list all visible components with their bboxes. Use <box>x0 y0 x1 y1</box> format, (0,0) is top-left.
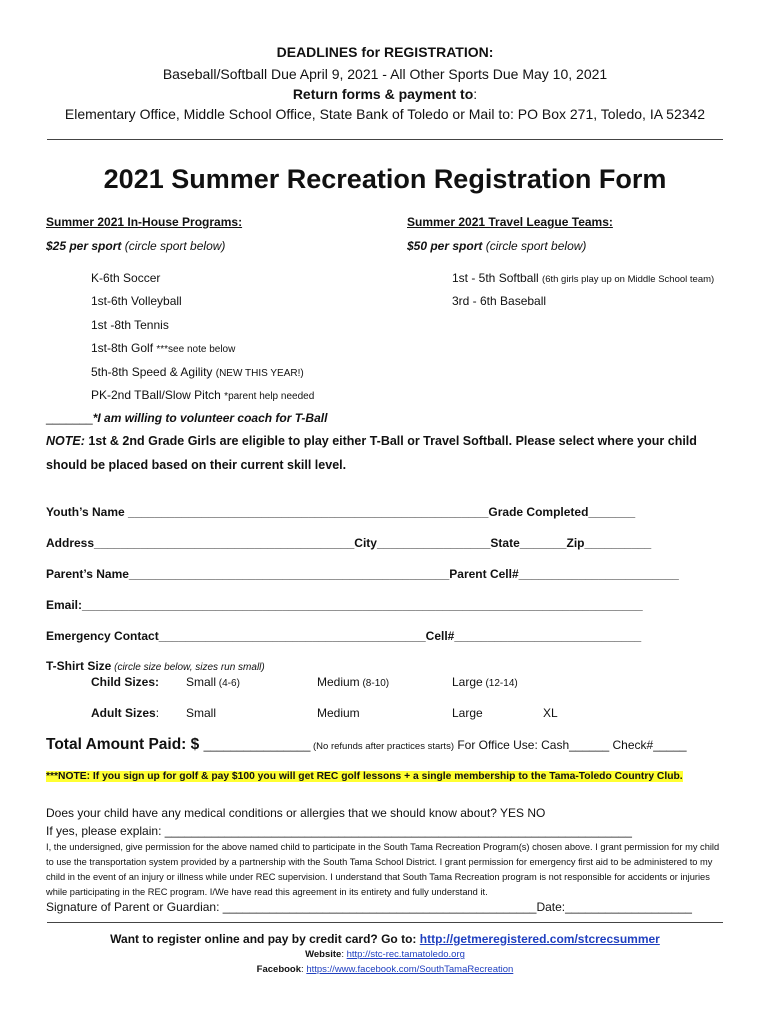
sport-name: 5th-8th Speed & Agility <box>91 365 216 379</box>
signature-field[interactable]: Signature of Parent or Guardian: _______________________________________________Date:___________________ <box>46 900 692 914</box>
return-locations: Elementary Office, Middle School Office, State Bank of Toledo or Mail to: PO Box 271, Toledo, IA 52342 <box>64 106 706 122</box>
golf-note-text: ***NOTE: If you sign up for golf & pay $100 you will get REC golf lessons + a single membership to the Tama-Toledo Country Club. <box>46 771 683 782</box>
size-range: (8-10) <box>359 678 390 689</box>
facebook-label: Facebook <box>256 964 302 975</box>
child-sizes-label: Child Sizes: <box>91 675 160 689</box>
volunteer-blank: _______ <box>46 411 93 425</box>
header-divider <box>47 139 723 140</box>
inhouse-sport[interactable] <box>91 294 182 308</box>
note-label: NOTE: <box>46 434 85 448</box>
size-name: Medium <box>317 675 360 689</box>
return-colon: : <box>473 86 478 102</box>
total-paid-blank[interactable]: ________________ <box>203 738 311 752</box>
footer-divider <box>47 922 723 923</box>
child-size-option[interactable] <box>317 675 389 689</box>
inhouse-sport[interactable] <box>91 388 314 402</box>
sport-name: 1st-8th Golf <box>91 341 157 355</box>
inhouse-price-bold: $25 per sport <box>46 239 122 253</box>
sport-name: 3rd - 6th Baseball <box>452 294 547 308</box>
grade-note <box>46 429 726 477</box>
facebook-line <box>0 964 770 975</box>
return-label: Return forms & payment to <box>292 86 474 102</box>
address-field[interactable]: Address_______________________________________City_________________State_______Zip__________ <box>46 536 652 550</box>
inhouse-sport[interactable] <box>91 271 160 285</box>
sport-name: 1st -8th Tennis <box>91 318 169 332</box>
inhouse-price-note: (circle sport below) <box>121 239 226 253</box>
due-dates: Baseball/Softball Due April 9, 2021 - All Other Sports Due May 10, 2021 <box>162 66 608 82</box>
volunteer-text: *I am willing to volunteer coach for T-Ball <box>92 411 328 425</box>
inhouse-heading: Summer 2021 In-House Programs: <box>46 215 243 229</box>
website-line <box>0 949 770 960</box>
sport-note: (NEW THIS YEAR!) <box>215 368 304 379</box>
child-size-option[interactable] <box>452 675 518 689</box>
medical-explain-field[interactable]: If yes, please explain: ______________________________________________________________________ <box>46 824 632 838</box>
sport-name: PK-2nd TBall/Slow Pitch <box>91 388 225 402</box>
travel-heading: Summer 2021 Travel League Teams: <box>407 215 613 229</box>
sport-name: K-6th Soccer <box>91 271 161 285</box>
inhouse-price <box>46 239 225 253</box>
travel-price <box>407 239 586 253</box>
facebook-colon: : <box>301 964 307 975</box>
sport-note: *parent help needed <box>224 391 315 402</box>
adult-size-option[interactable]: XL <box>543 706 558 720</box>
sport-name: 1st - 5th Softball <box>452 271 543 285</box>
sport-note: (6th girls play up on Middle School team) <box>542 274 715 285</box>
total-paid-label: Total Amount Paid: $ <box>46 736 204 753</box>
facebook-link[interactable]: https://www.facebook.com/SouthTamaRecreation <box>306 964 514 975</box>
sport-name: 1st-6th Volleyball <box>91 294 182 308</box>
emergency-contact-field[interactable]: Emergency Contact________________________________________Cell#____________________________ <box>46 629 642 643</box>
sport-note: ***see note below <box>156 344 236 355</box>
inhouse-sport[interactable] <box>91 365 304 379</box>
volunteer-line[interactable] <box>46 411 327 425</box>
email-field[interactable]: Email:____________________________________________________________________________________ <box>46 598 643 612</box>
deadlines-title: DEADLINES for REGISTRATION: <box>276 44 494 60</box>
travel-price-note: (circle sport below) <box>482 239 587 253</box>
size-name: Small <box>186 675 217 689</box>
adult-sizes-label: Adult Sizes <box>91 706 156 720</box>
adult-sizes-colon: : <box>155 706 160 720</box>
travel-sport[interactable] <box>452 294 546 308</box>
return-line <box>0 86 770 102</box>
tshirt-label: T-Shirt Size <box>46 659 112 673</box>
register-online <box>0 932 770 946</box>
website-colon: : <box>341 949 347 960</box>
adult-sizes-label-line <box>91 706 159 720</box>
inhouse-sport[interactable] <box>91 341 235 355</box>
refund-note: (No refunds after practices starts) <box>310 741 454 752</box>
youth-name-field[interactable]: Youth’s Name ______________________________________________________Grade Completed_______ <box>46 505 636 519</box>
medical-question: Does your child have any medical conditions or allergies that we should know about? YES NO <box>46 806 546 820</box>
size-range: (12-14) <box>482 678 518 689</box>
tshirt-size <box>46 659 265 673</box>
register-text: Want to register online and pay by credit card? Go to: <box>110 932 420 946</box>
form-title: 2021 Summer Recreation Registration Form <box>103 164 667 194</box>
size-range: (4-6) <box>216 678 240 689</box>
size-name: Large <box>452 675 483 689</box>
child-size-option[interactable] <box>186 675 240 689</box>
office-use: For Office Use: Cash______ Check#_____ <box>453 738 687 752</box>
register-link[interactable]: http://getmeregistered.com/stcrecsummer <box>419 932 660 946</box>
adult-size-option[interactable]: Medium <box>317 706 360 720</box>
waiver-paragraph: I, the undersigned, give permission for the above named child to participate in the South Tama Recreation Program(s) chosen above. I grant permission for my child to use the transportation system provided by a partnership with the South Tama School District. I grant permission for emergency first aid to be administered to my child in the event of an injury or illness while under REC supervision. I understand that South Tama Recreation program is not responsible for accidents or injuries while participating in the REC program. I/We have read this agreement in its entirety and fully understand it. <box>46 842 720 897</box>
adult-size-option[interactable]: Large <box>452 706 483 720</box>
website-label: Website <box>305 949 342 960</box>
website-link[interactable]: http://stc-rec.tamatoledo.org <box>346 949 465 960</box>
golf-note <box>46 771 683 782</box>
travel-price-bold: $50 per sport <box>407 239 483 253</box>
adult-size-option[interactable]: Small <box>186 706 217 720</box>
parent-name-field[interactable]: Parent’s Name________________________________________________Parent Cell#________________________ <box>46 567 679 581</box>
tshirt-note: (circle size below, sizes run small) <box>111 662 265 673</box>
note-text: 1st & 2nd Grade Girls are eligible to play either T-Ball or Travel Softball. Please select where your child should be placed based on their current skill level. <box>46 434 697 472</box>
inhouse-sport[interactable] <box>91 318 169 332</box>
travel-sport[interactable] <box>452 271 714 285</box>
total-paid-line <box>46 736 687 754</box>
